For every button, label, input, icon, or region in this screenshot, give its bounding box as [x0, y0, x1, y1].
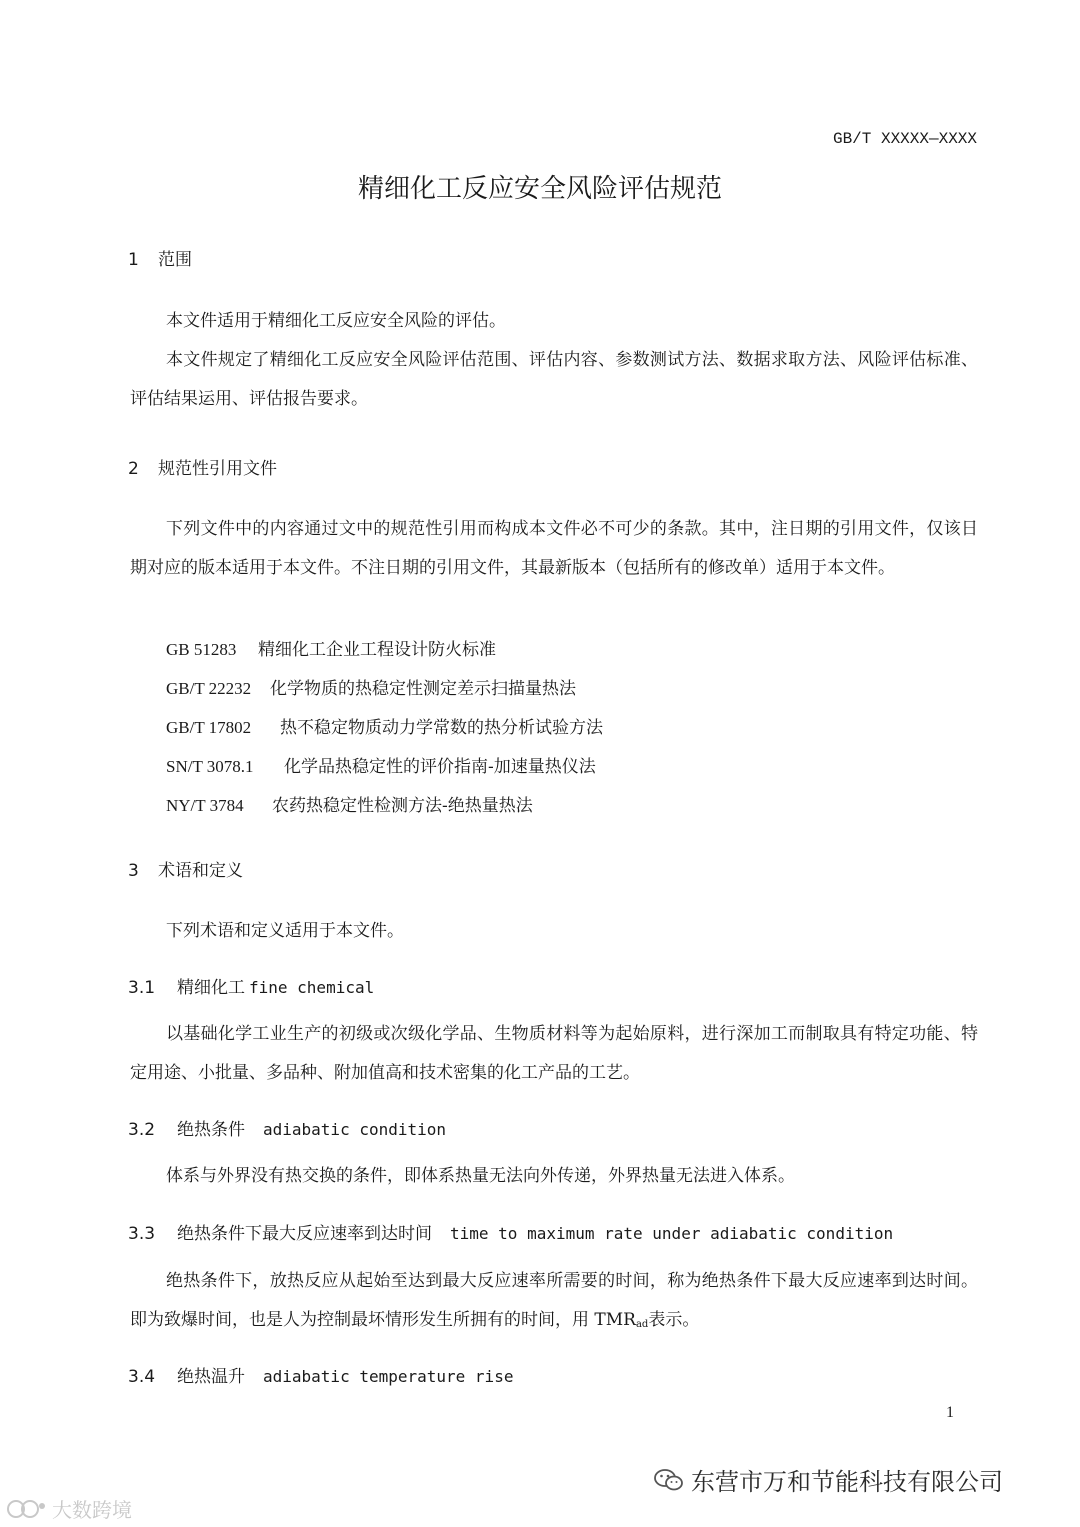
reference-code: GB 51283	[166, 640, 237, 659]
term-cn: 绝热条件	[177, 1120, 245, 1140]
section-number: 1	[128, 250, 139, 270]
reference-title: 热不稳定物质动力学常数的热分析试验方法	[280, 718, 603, 738]
term-number: 3.1	[128, 978, 156, 998]
reference-item	[166, 752, 596, 777]
paragraph: 体系与外界没有热交换的条件，即体系热量无法向外传递，外界热量无法进入体系。	[166, 1166, 795, 1186]
section-1-heading	[128, 245, 192, 270]
term-en: adiabatic condition	[263, 1120, 447, 1139]
term-3-2-heading	[128, 1115, 446, 1140]
document-title: 精细化工反应安全风险评估规范	[357, 174, 722, 204]
reference-code: GB/T 17802	[166, 718, 252, 737]
reference-item	[166, 674, 576, 699]
paragraph	[130, 1262, 978, 1344]
term-cn: 绝热条件下最大反应速率到达时间	[177, 1224, 432, 1244]
reference-code: NY/T 3784	[166, 796, 244, 815]
reference-title: 化学品热稳定性的评价指南-加速量热仪法	[284, 757, 596, 777]
reference-code: GB/T 22232	[166, 679, 252, 698]
reference-item	[166, 713, 603, 738]
paragraph-text: 表示。	[648, 1310, 700, 1330]
term-cn: 精细化工	[177, 978, 245, 998]
term-3-3-heading	[128, 1219, 893, 1244]
term-number: 3.3	[128, 1224, 156, 1244]
watermark-text: 东营市万和节能科技有限公司	[691, 1468, 1003, 1496]
section-3-heading	[128, 856, 243, 881]
wechat-watermark	[653, 1462, 1003, 1497]
paragraph: 下列术语和定义适用于本文件。	[166, 921, 404, 941]
section-number: 2	[128, 459, 139, 479]
term-3-4-heading	[128, 1362, 513, 1387]
paragraph: 本文件规定了精细化工反应安全风险评估范围、评估内容、参数测试方法、数据求取方法、风险评估标准、评估结果运用、评估报告要求。	[130, 350, 978, 409]
term-en: time to maximum rate under adiabatic condition	[450, 1224, 894, 1243]
term-number: 3.4	[128, 1367, 156, 1387]
standard-code: GB/T XXXXX—XXXX	[832, 130, 977, 148]
wechat-icon	[653, 1467, 685, 1493]
reference-item	[166, 635, 496, 660]
paragraph: 以基础化学工业生产的初级或次级化学品、生物质材料等为起始原料，进行深加工而制取具有特定功能、特定用途、小批量、多品种、附加值高和技术密集的化工产品的工艺。	[130, 1024, 978, 1083]
watermark-logo-icon	[6, 1498, 48, 1520]
term-en: fine chemical	[249, 978, 375, 997]
paragraph-text: 绝热条件下，放热反应从起始至达到最大反应速率所需要的时间，称为绝热条件下最大反应速率到达时间。即为致爆时间，也是人为控制最坏情形发生所拥有的时间，用	[130, 1271, 978, 1330]
section-2-heading	[128, 454, 277, 479]
term-en: adiabatic temperature rise	[263, 1367, 514, 1386]
paragraph: 下列文件中的内容通过文中的规范性引用而构成本文件必不可少的条款。其中，注日期的引用文件，仅该日期对应的版本适用于本文件。不注日期的引用文件，其最新版本（包括所有的修改单）适用于本文件。	[130, 519, 978, 578]
watermark-text: 大数跨境	[52, 1498, 132, 1522]
paragraph: 本文件适用于精细化工反应安全风险的评估。	[166, 311, 506, 331]
reference-code: SN/T 3078.1	[166, 757, 254, 776]
term-3-1-heading	[128, 973, 374, 998]
reference-item	[166, 791, 533, 816]
section-title: 规范性引用文件	[158, 459, 277, 479]
tmr-subscript: ad	[635, 1319, 649, 1330]
section-number: 3	[128, 861, 139, 881]
page-number: 1	[946, 1404, 954, 1421]
section-title: 术语和定义	[158, 861, 243, 881]
term-cn: 绝热温升	[177, 1367, 245, 1387]
section-title: 范围	[158, 250, 192, 270]
reference-title: 精细化工企业工程设计防火标准	[258, 640, 496, 660]
tmr-symbol: TMR	[594, 1310, 636, 1330]
reference-title: 农药热稳定性检测方法-绝热量热法	[272, 796, 533, 816]
term-number: 3.2	[128, 1120, 156, 1140]
reference-title: 化学物质的热稳定性测定差示扫描量热法	[270, 679, 576, 699]
corner-watermark	[6, 1494, 132, 1523]
